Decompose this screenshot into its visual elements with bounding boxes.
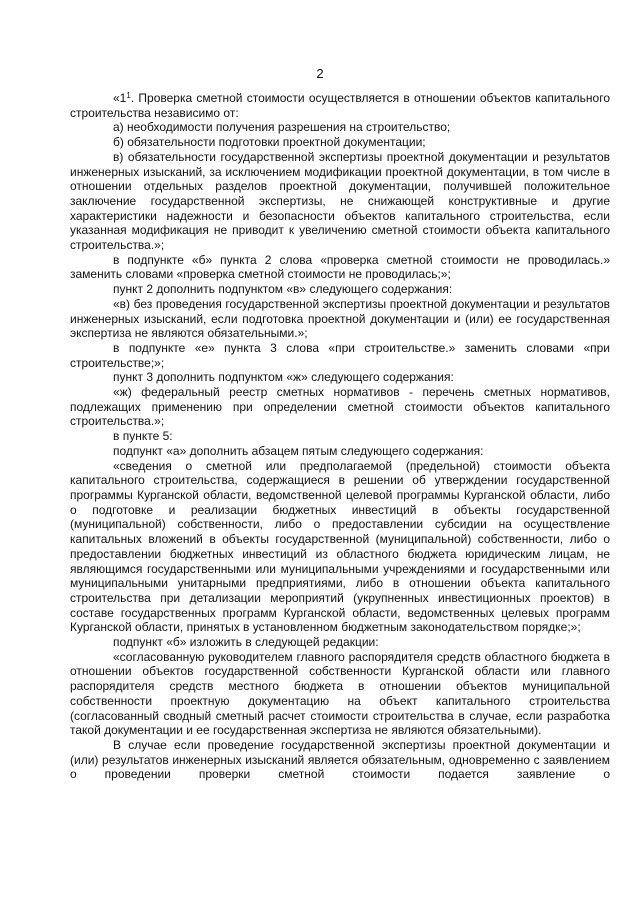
paragraph-8: в подпункте «е» пункта 3 слова «при строительстве.» заменить словами «при строительстве;»; (70, 340, 610, 370)
paragraph-3: б) обязательности подготовки проектной документации; (113, 135, 426, 150)
paragraph-12: подпункт «а» дополнить абзацем пятым следующего содержания: (113, 443, 484, 458)
paragraph-9: пункт 3 дополнить подпунктом «ж» следующего содержания: (113, 370, 454, 385)
paragraph-7: «в) без проведения государственной экспертизы проектной документации и результатов инженерных изысканий, если подготовка проектной документации и (или) ее государственная экспертиза не являются обязательными.»; (70, 296, 610, 341)
paragraph-2: а) необходимости получения разрешения на строительство; (113, 120, 451, 135)
document-body (70, 91, 610, 782)
paragraph-11: в пункте 5: (113, 429, 173, 444)
paragraph-10: «ж) федеральный реестр сметных нормативов - перечень сметных нормативов, подлежащих применению при определении сметной стоимости объектов капитального строительства.»; (70, 385, 610, 429)
paragraph-6: пункт 2 дополнить подпунктом «в» следующего содержания: (113, 282, 453, 297)
paragraph-15: «согласованную руководителем главного распорядителя средств областного бюджета в отношении объектов государственной собственности Курганской области или главного распорядителя средств местного бюджета в отношении объектов муниципальной собственности проектную документацию на объект капитального строительства (согласованный сводный сметный расчет стоимости строительства в случае, если разработка такой документации и ее государственная экспертиза не являются обязательными). (70, 649, 610, 738)
paragraph-1-text-pre: «1 (113, 91, 127, 105)
paragraph-13: «сведения о сметной или предполагаемой (предельной) стоимости объекта капитального строительства, содержащиеся в решении об утверждении государственной программы Курганской области, ведомственной целевой программы Курганской области, либо о подготовке и реализации бюджетных инвестиций в объекты государственной (муниципальной) собственности, либо о предоставлении субсидии на осуществление капитальных вложений в объекты государственной (муниципальной) собственности, либо о предоставлении бюджетных инвестиций из областного бюджета юридическим лицам, не являющимся государственными или муниципальными учреждениями и государственными или муниципальными унитарными предприятиями, либо в отношении объекта капитального строительства при детализации мероприятий (укрупненных инвестиционных проектов) в составе государственных программ Курганской области, ведомственных целевых программ Курганской области, принятых в установленном бюджетным законодательством порядке;»; (70, 458, 610, 635)
page-number: 2 (316, 66, 324, 81)
paragraph-1-superscript: 1 (126, 91, 131, 100)
paragraph-5: в подпункте «б» пункта 2 слова «проверка сметной стоимости не проводилась.» заменить словами «проверка сметной стоимости не проводилась;»; (70, 252, 610, 282)
paragraph-1-text-post: . Проверка сметной стоимости осуществляется в отношении объектов капитального строительства независимо от: (70, 91, 610, 120)
paragraph-4: в) обязательности государственной экспертизы проектной документации и результатов инженерных изысканий, за исключением модификации проектной документации, в том числе в отношении отдельных разделов проектной документации, получившей положительное заключение государственной экспертизы, не снижающей конструктивные и другие характеристики надежности и безопасности объектов капитального строительства, если указанная модификация не приводит к увеличению сметной стоимости объекта капитального строительства.»; (70, 149, 610, 253)
paragraph-16: В случае если проведение государственной экспертизы проектной документации и (или) результатов инженерных изысканий является обязательным, одновременно с заявлением о проведении проверки сметной стоимости подается заявление о (70, 737, 610, 782)
paragraph-14: подпункт «б» изложить в следующей редакции: (113, 635, 379, 650)
paragraph-1 (70, 91, 610, 120)
